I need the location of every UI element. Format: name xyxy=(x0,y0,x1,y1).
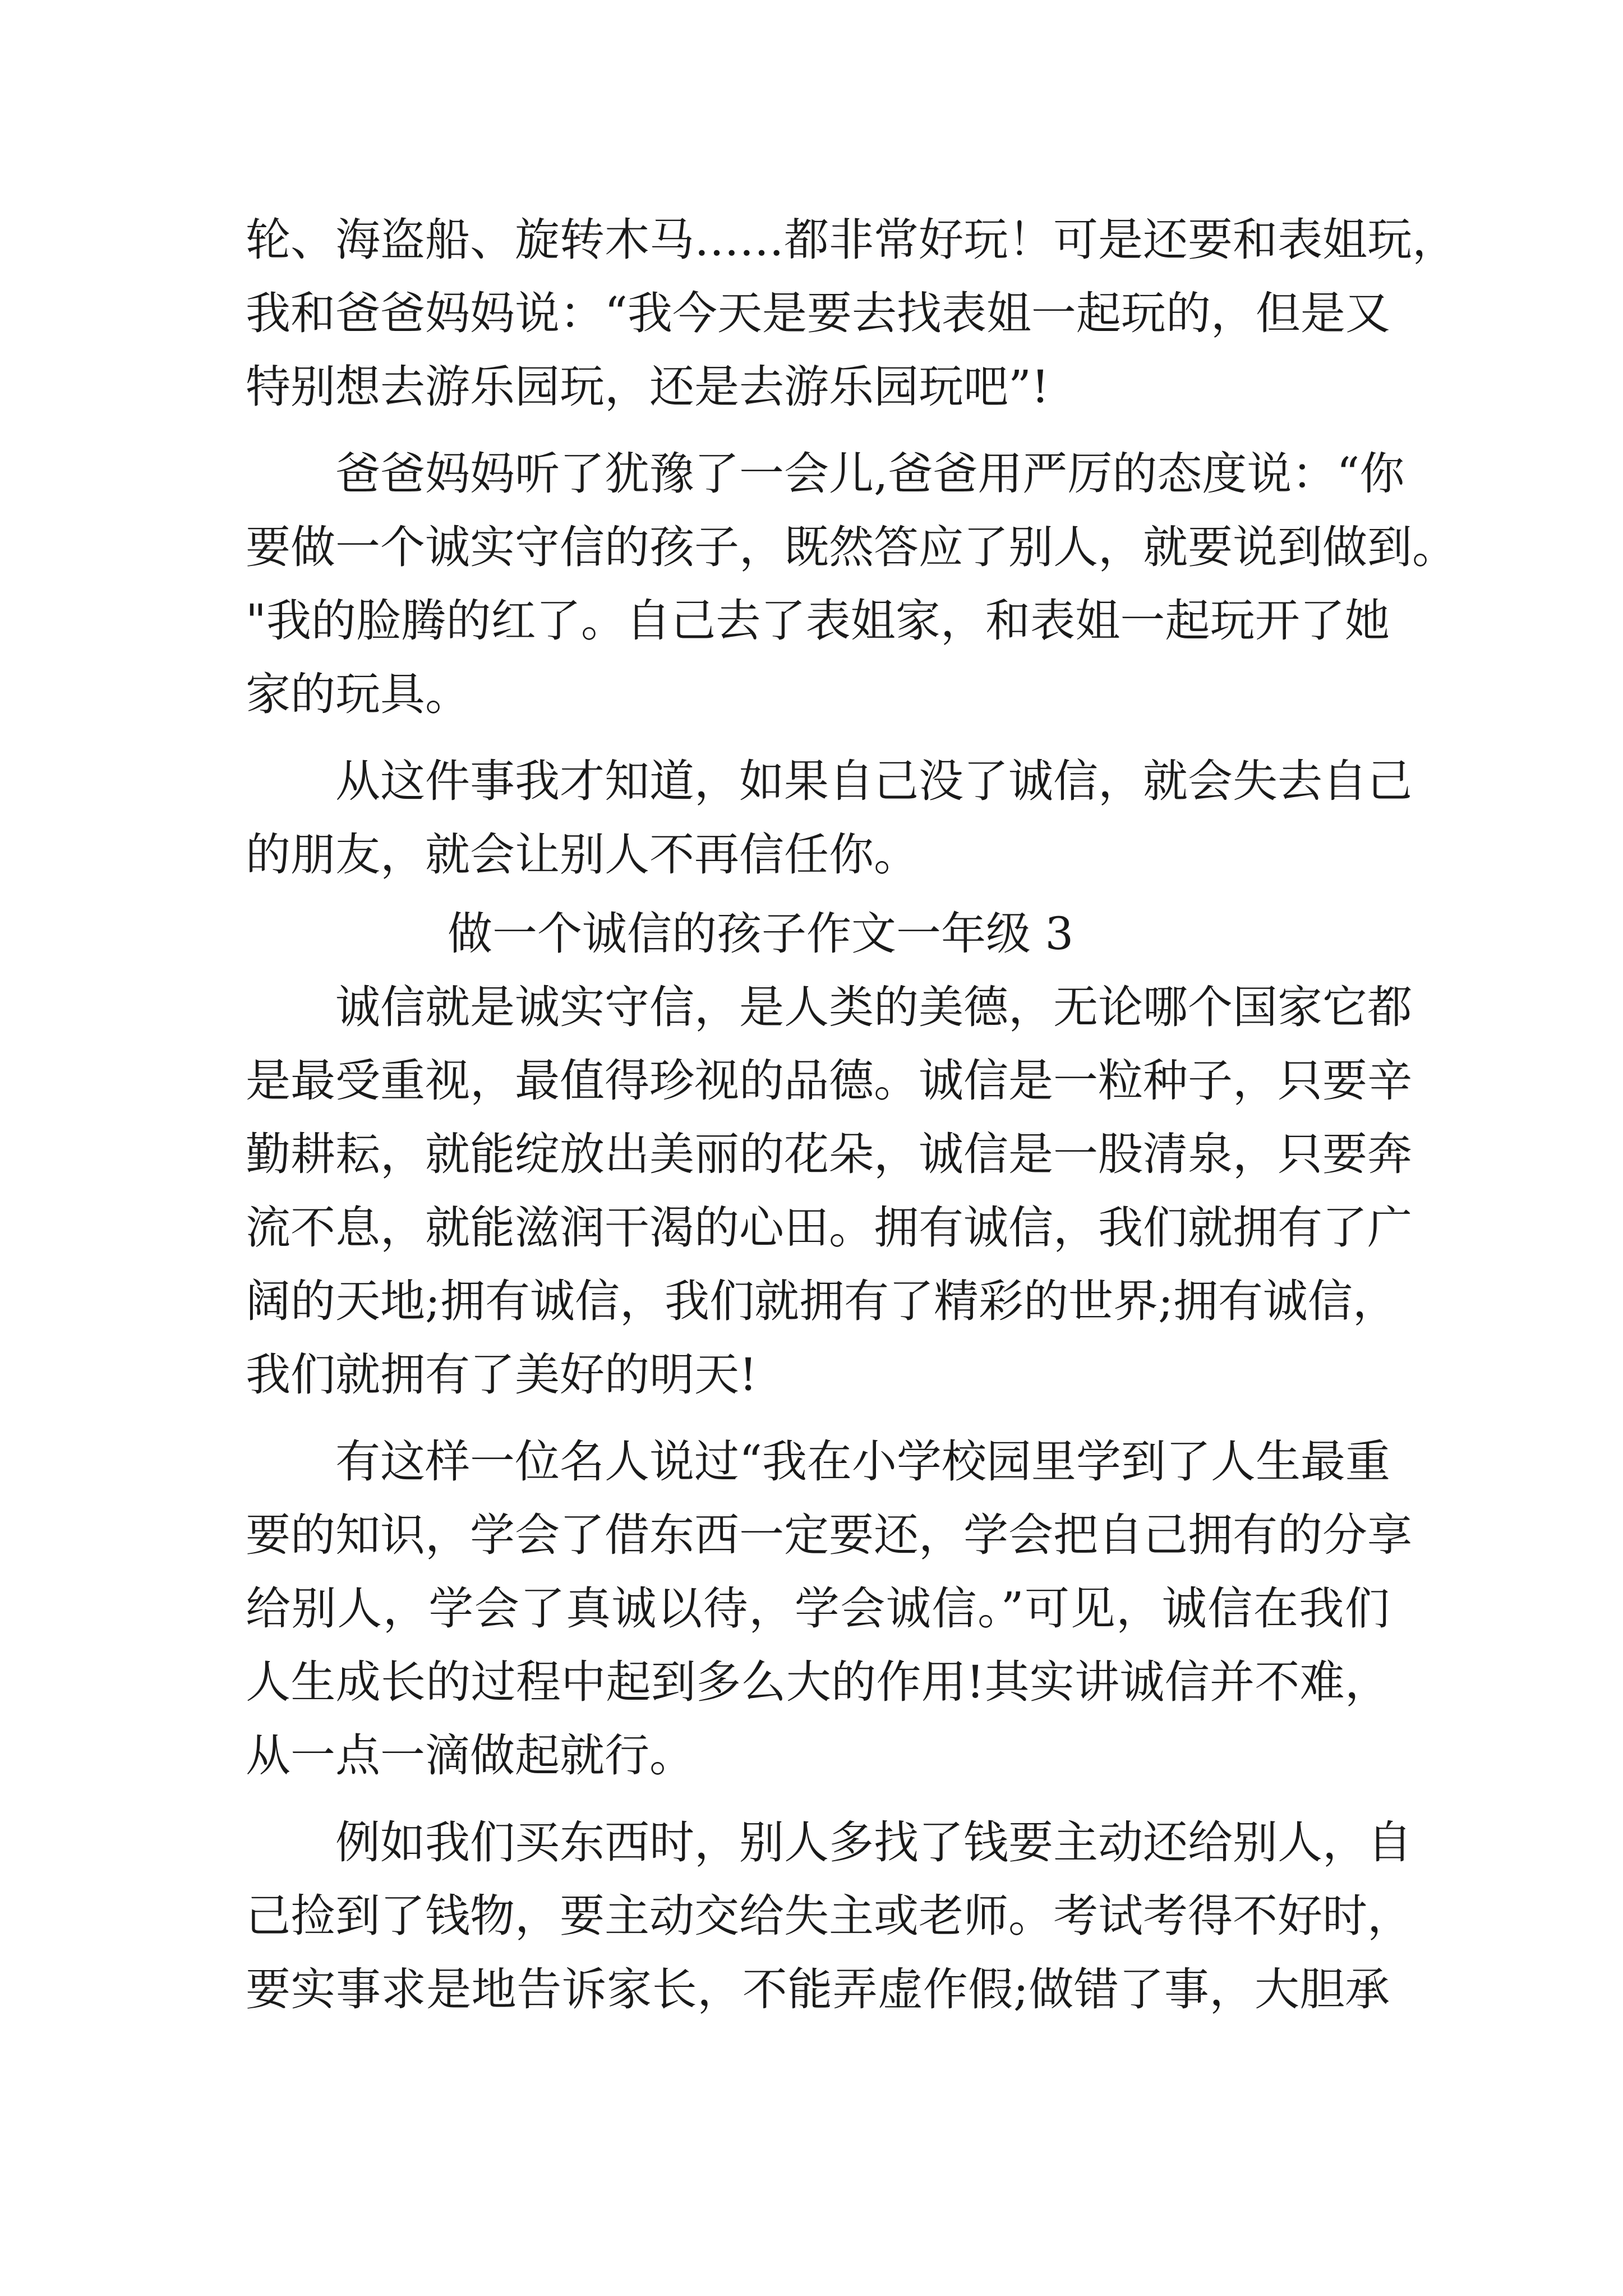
paragraph-start-line: 从这件事我才知道，如果自己没了诚信，就会失去自己 xyxy=(335,755,1412,807)
text-line: 从一点一滴做起就行。 xyxy=(246,1729,694,1782)
text-line: 我们就拥有了美好的明天! xyxy=(246,1349,758,1401)
text-line: 家的玩具。 xyxy=(246,668,470,720)
paragraph-start-line: 爸爸妈妈听了犹豫了一会儿,爸爸用严厉的态度说：“你 xyxy=(335,448,1405,500)
text-line: 特别想去游乐园玩，还是去游乐园玩吧”! xyxy=(246,361,1050,413)
text-line: 勤耕耘，就能绽放出美丽的花朵，诚信是一股清泉，只要奔 xyxy=(246,1128,1412,1180)
text-line: 阔的天地;拥有诚信，我们就拥有了精彩的世界;拥有诚信， xyxy=(246,1275,1398,1327)
text-line: 流不息，就能滋润干渴的心田。拥有诚信，我们就拥有了广 xyxy=(246,1202,1412,1254)
section-title: 做一个诚信的孩子作文一年级 3 xyxy=(448,908,1074,960)
text-line: 给别人，学会了真诚以待，学会诚信。”可见，诚信在我们 xyxy=(246,1582,1390,1635)
text-line: 人生成长的过程中起到多么大的作用!其实讲诚信并不难， xyxy=(246,1656,1390,1708)
paragraph-start-line: 有这样一位名人说过“我在小学校园里学到了人生最重 xyxy=(335,1435,1390,1488)
text-line: "我的脸腾的红了。自己去了表姐家，和表姐一起玩开了她 xyxy=(246,595,1390,647)
text-line: 要实事求是地告诉家长，不能弄虚作假;做错了事，大胆承 xyxy=(246,1963,1390,2016)
text-line: 我和爸爸妈妈说：“我今天是要去找表姐一起玩的，但是又 xyxy=(246,287,1390,339)
text-line: 己捡到了钱物，要主动交给失主或老师。考试考得不好时， xyxy=(246,1890,1412,1942)
text-line: 轮、海盗船、旋转木马……都非常好玩！可是还要和表姐玩， xyxy=(246,214,1457,266)
text-line: 的朋友，就会让别人不再信任你。 xyxy=(246,829,919,881)
paragraph-start-line: 诚信就是诚实守信，是人类的美德，无论哪个国家它都 xyxy=(335,981,1412,1033)
paragraph-start-line: 例如我们买东西时，别人多找了钱要主动还给别人，自 xyxy=(335,1816,1412,1869)
essay-body xyxy=(246,203,1457,2026)
text-line: 要做一个诚实守信的孩子，既然答应了别人，就要说到做到。 xyxy=(246,521,1457,573)
text-line: 是最受重视，最值得珍视的品德。诚信是一粒种子，只要辛 xyxy=(246,1055,1412,1107)
text-line: 要的知识，学会了借东西一定要还，学会把自己拥有的分享 xyxy=(246,1509,1412,1561)
